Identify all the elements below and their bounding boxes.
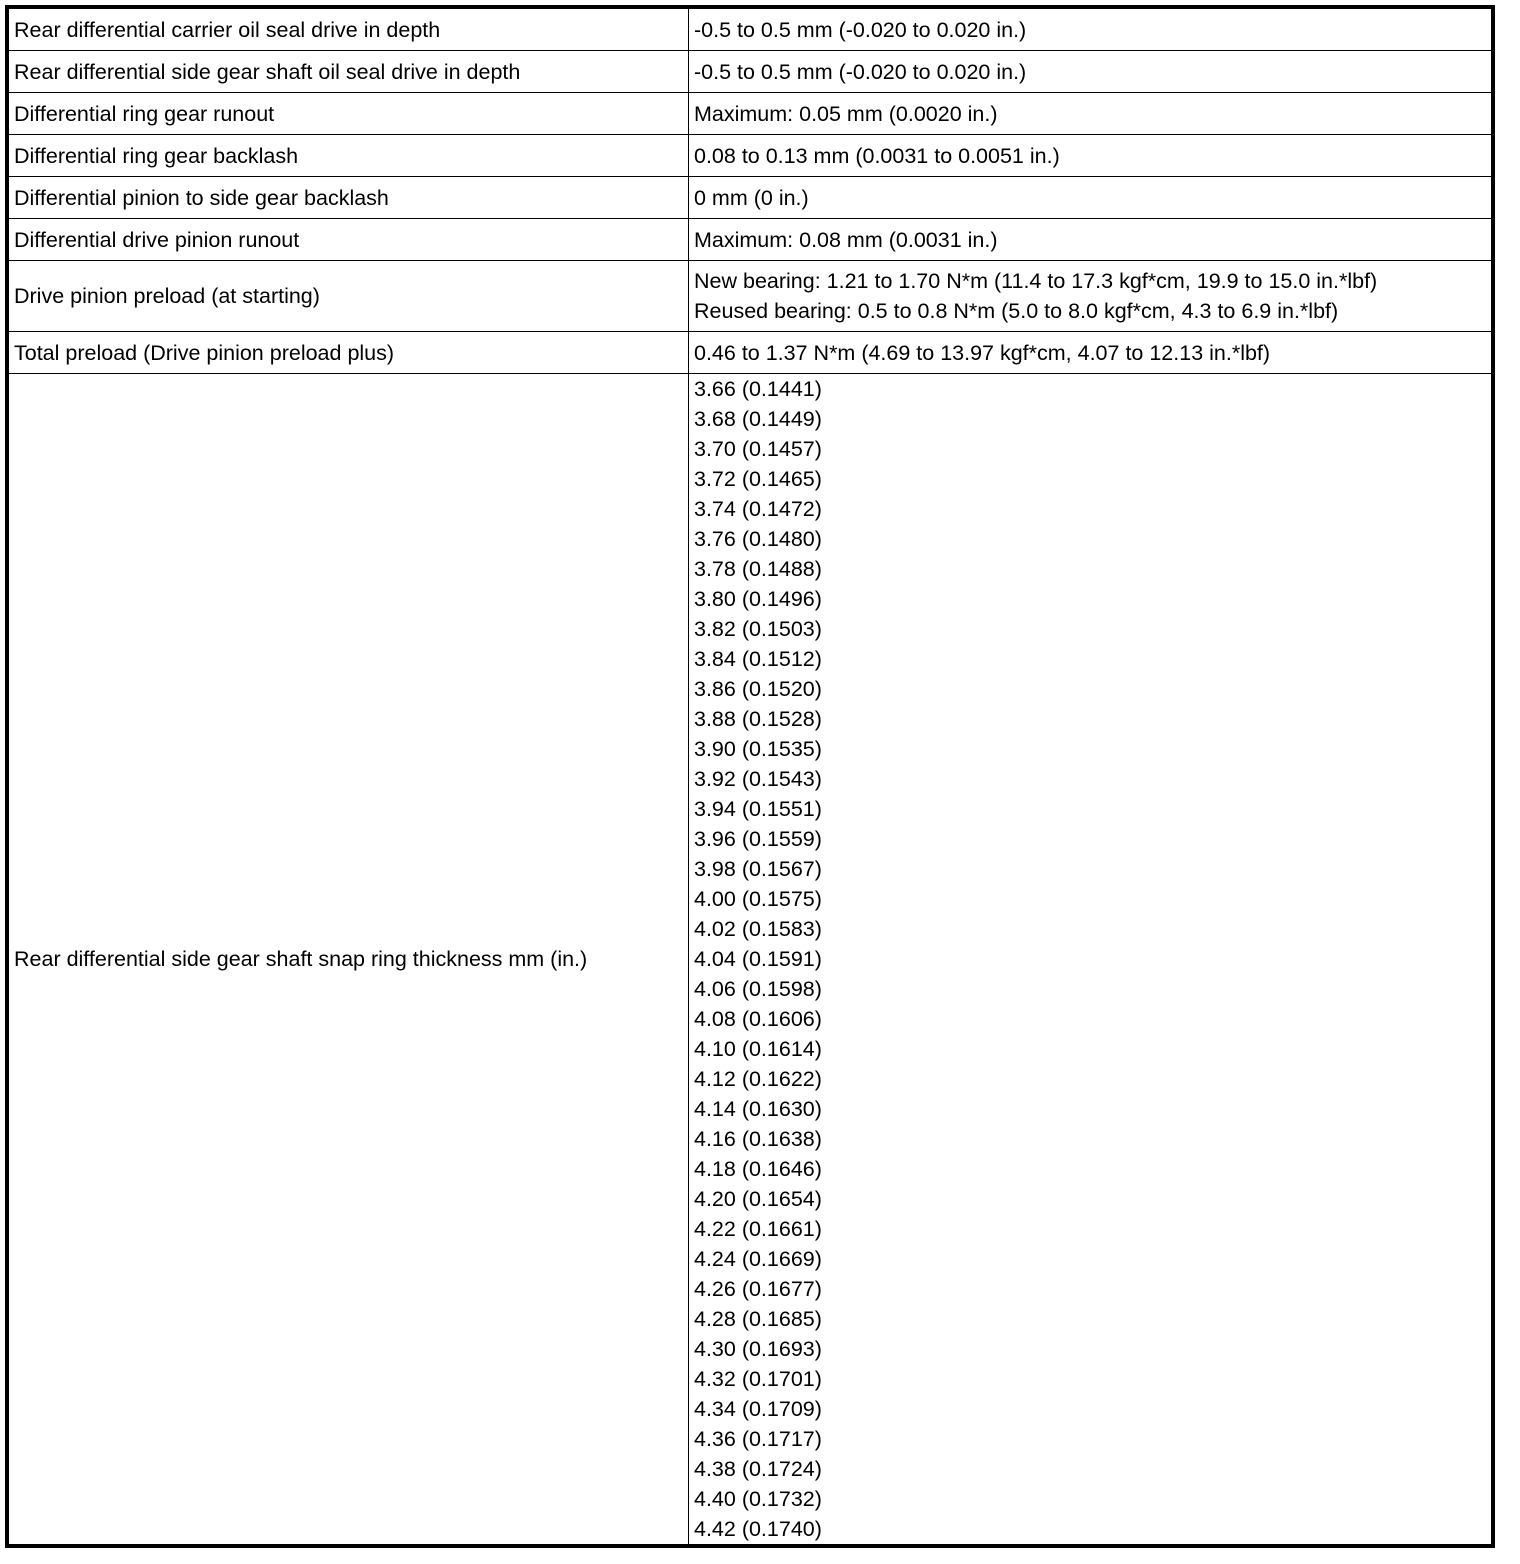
snap-ring-value: 4.34 (0.1709) [694, 1397, 822, 1421]
snap-ring-value: 4.26 (0.1677) [694, 1277, 822, 1301]
table-row [7, 93, 1493, 135]
spec-value: Maximum: 0.08 mm (0.0031 in.) [689, 219, 1494, 261]
snap-ring-value: 4.02 (0.1583) [694, 917, 822, 941]
snap-ring-value: 3.76 (0.1480) [694, 527, 822, 551]
spec-value [689, 261, 1494, 332]
snap-ring-value: 4.40 (0.1732) [694, 1487, 822, 1511]
spec-label: Differential pinion to side gear backlash [7, 177, 689, 219]
table-row [7, 332, 1493, 374]
table-row [7, 219, 1493, 261]
snap-ring-value: 4.22 (0.1661) [694, 1217, 822, 1241]
snap-ring-value: 3.92 (0.1543) [694, 767, 822, 791]
snap-ring-value: 4.14 (0.1630) [694, 1097, 822, 1121]
snap-ring-value: 3.80 (0.1496) [694, 587, 822, 611]
snap-ring-value: 4.10 (0.1614) [694, 1037, 822, 1061]
snap-ring-value: 3.78 (0.1488) [694, 557, 822, 581]
spec-value-line: Reused bearing: 0.5 to 0.8 N*m (5.0 to 8.0 kgf*cm, 4.3 to 6.9 in.*lbf) [694, 299, 1339, 323]
snap-ring-value: 3.82 (0.1503) [694, 617, 822, 641]
snap-ring-value: 3.68 (0.1449) [694, 407, 822, 431]
snap-ring-value: 3.74 (0.1472) [694, 497, 822, 521]
snap-ring-value: 4.32 (0.1701) [694, 1367, 822, 1391]
spec-value: 0.46 to 1.37 N*m (4.69 to 13.97 kgf*cm, 4.07 to 12.13 in.*lbf) [689, 332, 1494, 374]
snap-ring-value: 3.96 (0.1559) [694, 827, 822, 851]
spec-value: -0.5 to 0.5 mm (-0.020 to 0.020 in.) [689, 7, 1494, 51]
spec-label: Differential ring gear backlash [7, 135, 689, 177]
table-row [7, 135, 1493, 177]
snap-ring-value: 4.28 (0.1685) [694, 1307, 822, 1331]
snap-ring-value: 4.08 (0.1606) [694, 1007, 822, 1031]
snap-ring-value: 4.00 (0.1575) [694, 887, 822, 911]
table-row [7, 261, 1493, 332]
snap-ring-value: 3.86 (0.1520) [694, 677, 822, 701]
snap-ring-value: 4.36 (0.1717) [694, 1427, 822, 1451]
table-row [7, 177, 1493, 219]
spec-value: Maximum: 0.05 mm (0.0020 in.) [689, 93, 1494, 135]
spec-label: Rear differential side gear shaft oil seal drive in depth [7, 51, 689, 93]
snap-ring-value: 3.88 (0.1528) [694, 707, 822, 731]
snap-ring-value: 3.98 (0.1567) [694, 857, 822, 881]
snap-ring-value: 4.38 (0.1724) [694, 1457, 822, 1481]
table-row [7, 51, 1493, 93]
spec-label: Differential ring gear runout [7, 93, 689, 135]
snap-ring-value: 4.30 (0.1693) [694, 1337, 822, 1361]
spec-value: 0.08 to 0.13 mm (0.0031 to 0.0051 in.) [689, 135, 1494, 177]
snap-ring-value: 4.24 (0.1669) [694, 1247, 822, 1271]
snap-ring-value: 3.66 (0.1441) [694, 377, 822, 401]
spec-label: Differential drive pinion runout [7, 219, 689, 261]
spec-value: -0.5 to 0.5 mm (-0.020 to 0.020 in.) [689, 51, 1494, 93]
snap-ring-values [689, 374, 1494, 1547]
snap-ring-value: 4.42 (0.1740) [694, 1517, 822, 1541]
snap-ring-value: 3.94 (0.1551) [694, 797, 822, 821]
snap-ring-value: 4.20 (0.1654) [694, 1187, 822, 1211]
snap-ring-value: 3.72 (0.1465) [694, 467, 822, 491]
table-row [7, 7, 1493, 51]
spec-label: Rear differential carrier oil seal drive in depth [7, 7, 689, 51]
specification-table [5, 5, 1495, 1548]
snap-ring-value: 4.04 (0.1591) [694, 947, 822, 971]
spec-value: 0 mm (0 in.) [689, 177, 1494, 219]
snap-ring-value: 4.12 (0.1622) [694, 1067, 822, 1091]
spec-label: Total preload (Drive pinion preload plus) [7, 332, 689, 374]
spec-label: Drive pinion preload (at starting) [7, 261, 689, 332]
snap-ring-value: 3.90 (0.1535) [694, 737, 822, 761]
snap-ring-value: 3.70 (0.1457) [694, 437, 822, 461]
snap-ring-value: 4.18 (0.1646) [694, 1157, 822, 1181]
table-row [7, 374, 1493, 1547]
snap-ring-value: 4.06 (0.1598) [694, 977, 822, 1001]
spec-value-line: New bearing: 1.21 to 1.70 N*m (11.4 to 17.3 kgf*cm, 19.9 to 15.0 in.*lbf) [694, 269, 1378, 293]
snap-ring-value: 4.16 (0.1638) [694, 1127, 822, 1151]
spec-label: Rear differential side gear shaft snap ring thickness mm (in.) [7, 374, 689, 1547]
snap-ring-value: 3.84 (0.1512) [694, 647, 822, 671]
